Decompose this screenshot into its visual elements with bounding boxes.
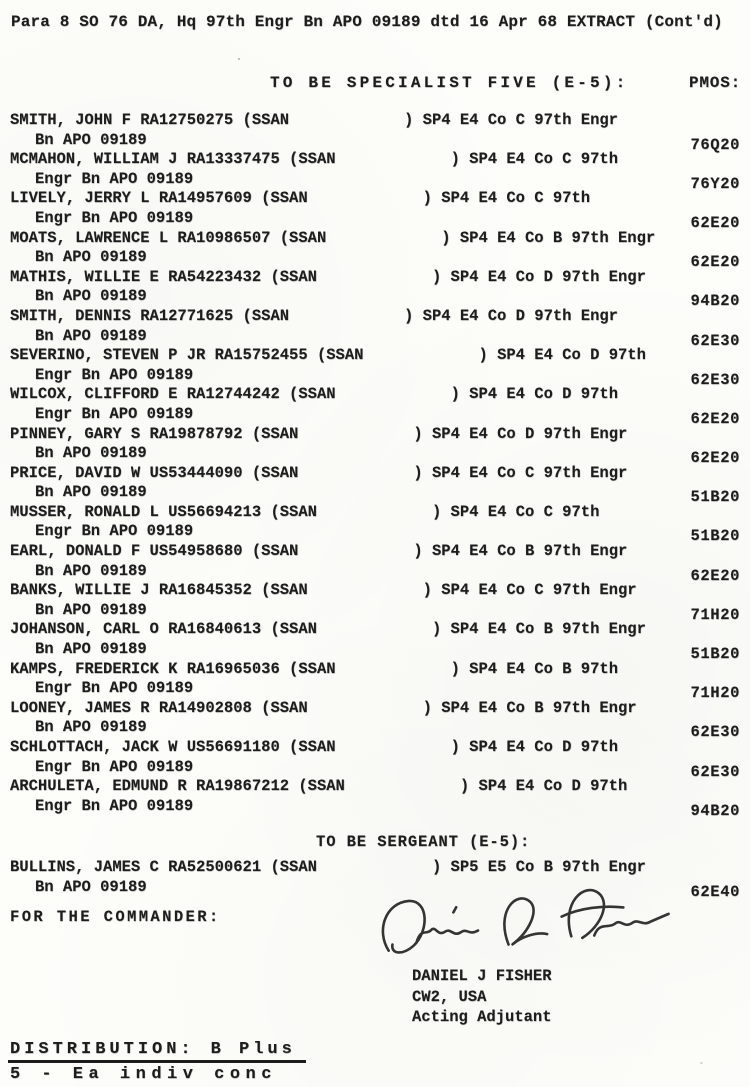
ssan-redaction-gap: [308, 699, 423, 719]
entry-grade-and-unit: ) SP4 E4 Co C 97th: [431, 502, 600, 521]
entry-unit-continuation: Bn APO 09189: [35, 130, 147, 149]
entry-unit-continuation: Engr Bn APO 09189: [35, 679, 194, 698]
entry-pmos: 51B20: [690, 488, 740, 507]
promotion-entry: [10, 502, 740, 546]
scan-artifact: [238, 58, 240, 60]
scan-artifact: [560, 470, 562, 472]
entry-pmos: 62E40: [690, 882, 740, 901]
entry-line-1: [10, 542, 740, 562]
ssan-redaction-gap: [317, 620, 432, 640]
entry-line-1: [10, 738, 740, 758]
entry-grade-and-unit: ) SP4 E4 Co C 97th Engr: [422, 581, 637, 600]
entry-line-2: [10, 796, 740, 820]
section-title-sergeant: TO BE SERGEANT (E-5):: [316, 833, 531, 851]
entry-name-and-service-number: BANKS, WILLIE J RA16845352 (SSAN: [10, 581, 308, 600]
entry-grade-and-unit: ) SP4 E4 Co B 97th Engr: [422, 698, 637, 717]
entry-grade-and-unit: ) SP4 E4 Co C 97th Engr: [413, 463, 628, 482]
entry-name-and-service-number: LIVELY, JERRY L RA14957609 (SSAN: [10, 189, 308, 208]
entry-line-2: [10, 404, 740, 428]
for-the-commander-line: FOR THE COMMANDER:: [10, 908, 221, 926]
entry-name-and-service-number: ARCHULETA, EDMUND R RA19867212 (SSAN: [10, 777, 345, 796]
entry-unit-continuation: Bn APO 09189: [35, 600, 147, 619]
entry-name-and-service-number: MCMAHON, WILLIAM J RA13337475 (SSAN: [10, 150, 336, 169]
distribution-value: B Plus: [210, 1040, 296, 1059]
ssan-redaction-gap: [308, 581, 423, 601]
ssan-redaction-gap: [363, 346, 478, 366]
ssan-redaction-gap: [317, 858, 432, 878]
entry-pmos: 62E20: [690, 449, 740, 468]
ssan-redaction-gap: [298, 425, 413, 445]
entry-name-and-service-number: SEVERINO, STEVEN P JR RA15752455 (SSAN: [10, 346, 364, 365]
promotion-entry: [10, 581, 740, 624]
entry-grade-and-unit: ) SP4 E4 Co D 97th Engr: [431, 267, 646, 286]
promotion-entry: [10, 150, 740, 193]
entry-unit-continuation: Bn APO 09189: [35, 483, 147, 502]
entry-pmos: 62E20: [690, 566, 740, 585]
signature-block: [412, 966, 552, 1028]
entry-unit-continuation: Bn APO 09189: [35, 718, 147, 737]
promotion-entry: [10, 738, 740, 781]
entry-unit-continuation: Bn APO 09189: [35, 444, 147, 463]
entry-line-2: [10, 130, 740, 154]
ssan-redaction-gap: [298, 464, 413, 484]
entry-line-1: [10, 150, 740, 170]
entry-name-and-service-number: SMITH, JOHN F RA12750275 (SSAN: [10, 111, 290, 129]
entry-line-1: [10, 620, 740, 640]
entry-unit-continuation: Engr Bn APO 09189: [35, 365, 194, 384]
ssan-redaction-gap: [317, 268, 432, 288]
promotion-entry: [10, 620, 740, 664]
entry-line-2: [10, 679, 740, 703]
entry-unit-continuation: Engr Bn APO 09189: [35, 208, 194, 227]
entry-line-2: [10, 365, 740, 389]
entry-line-1: [10, 189, 740, 209]
promotion-entry: [10, 424, 740, 468]
entry-name-and-service-number: MUSSER, RONALD L US56694213 (SSAN: [10, 502, 317, 521]
entry-pmos: 94B20: [690, 292, 740, 311]
ssan-redaction-gap: [336, 660, 451, 680]
entry-pmos: 62E20: [690, 253, 740, 272]
ssan-redaction-gap: [336, 150, 451, 170]
entry-unit-continuation: Bn APO 09189: [35, 877, 147, 896]
entry-grade-and-unit: ) SP4 E4 Co C 97th Engr: [404, 111, 618, 129]
entry-grade-and-unit: ) SP4 E4 Co C 97th: [450, 150, 618, 169]
entry-line-2: [10, 208, 740, 232]
entry-pmos: 51B20: [690, 527, 740, 546]
entry-line-1: [10, 346, 740, 366]
signer-title: Acting Adjutant: [412, 1008, 552, 1027]
entry-pmos: 62E20: [690, 409, 740, 428]
entry-line-1: [10, 111, 740, 131]
promotion-entry: [10, 189, 740, 232]
promotion-entry: [10, 228, 740, 272]
ssan-redaction-gap: [308, 189, 423, 209]
promotion-entry: [10, 659, 740, 703]
entry-name-and-service-number: KAMPS, FREDERICK K RA16965036 (SSAN: [10, 659, 336, 678]
entry-line-1: [10, 464, 740, 484]
entry-line-1: [10, 699, 740, 719]
distribution-label: DISTRIBUTION:: [10, 1040, 195, 1059]
entry-line-2: [10, 757, 740, 781]
entry-line-2: [10, 169, 740, 193]
promotion-entry: [10, 306, 740, 350]
entry-grade-and-unit: ) SP4 E4 Co B 97th Engr: [413, 542, 628, 561]
entry-line-1: [10, 229, 740, 249]
entry-unit-continuation: Engr Bn APO 09189: [35, 522, 194, 541]
ssan-redaction-gap: [289, 307, 404, 327]
entry-line-1: [10, 385, 740, 405]
entry-name-and-service-number: BULLINS, JAMES C RA52500621 (SSAN: [10, 858, 317, 876]
entry-pmos: 76Q20: [690, 135, 740, 154]
entry-unit-continuation: Bn APO 09189: [35, 248, 147, 267]
ssan-redaction-gap: [289, 111, 404, 131]
entry-grade-and-unit: ) SP4 E4 Co B 97th Engr: [441, 228, 656, 247]
entry-name-and-service-number: LOONEY, JAMES R RA14902808 (SSAN: [10, 698, 308, 717]
promotion-entry: [10, 542, 740, 585]
entry-line-2: [10, 326, 740, 350]
entry-line-1: [10, 858, 740, 878]
pmos-column-header: PMOS:: [689, 74, 742, 92]
entry-unit-continuation: Bn APO 09189: [35, 287, 147, 306]
entry-grade-and-unit: ) SP4 E4 Co D 97th: [459, 777, 628, 796]
entry-pmos: 71H20: [690, 605, 740, 624]
entry-name-and-service-number: PRICE, DAVID W US53444090 (SSAN: [10, 463, 299, 482]
entry-unit-continuation: Engr Bn APO 09189: [35, 404, 194, 423]
entry-line-1: [10, 581, 740, 601]
entry-line-1: [10, 307, 740, 327]
entry-line-2: [10, 600, 740, 624]
entry-pmos: 62E30: [690, 762, 740, 781]
entry-pmos: 62E30: [690, 723, 740, 742]
entry-pmos: 51B20: [690, 645, 740, 664]
document-header: Para 8 SO 76 DA, Hq 97th Engr Bn APO 09189 dtd 16 Apr 68 EXTRACT (Cont'd): [11, 13, 723, 31]
entry-name-and-service-number: MOATS, LAWRENCE L RA10986507 (SSAN: [10, 228, 327, 247]
entry-line-2: [10, 561, 740, 585]
entry-pmos: 62E30: [690, 331, 740, 350]
entry-name-and-service-number: JOHANSON, CARL O RA16840613 (SSAN: [10, 620, 317, 639]
entry-pmos: 62E20: [690, 213, 740, 232]
ssan-redaction-gap: [336, 385, 451, 405]
promotion-entry: [10, 777, 740, 820]
entry-grade-and-unit: ) SP4 E4 Co D 97th Engr: [404, 306, 618, 325]
signer-name: DANIEL J FISHER: [412, 967, 552, 985]
entry-line-2: [10, 640, 740, 664]
entry-line-1: [10, 268, 740, 288]
entry-line-1: [10, 425, 740, 445]
entry-grade-and-unit: ) SP4 E4 Co C 97th: [422, 189, 591, 208]
promotion-entry: [10, 346, 740, 389]
entry-unit-continuation: Engr Bn APO 09189: [35, 169, 194, 188]
entry-unit-continuation: Bn APO 09189: [35, 326, 147, 345]
entry-line-1: [10, 503, 740, 523]
distribution-line: [8, 1040, 306, 1063]
entry-line-1: [10, 660, 740, 680]
entry-grade-and-unit: ) SP4 E4 Co D 97th: [450, 385, 618, 404]
ssan-redaction-gap: [298, 542, 413, 562]
scan-artifact: [626, 16, 629, 19]
entry-grade-and-unit: ) SP4 E4 Co D 97th Engr: [413, 424, 628, 443]
ssan-redaction-gap: [317, 503, 432, 523]
entry-name-and-service-number: MATHIS, WILLIE E RA54223432 (SSAN: [10, 267, 317, 286]
entry-unit-continuation: Bn APO 09189: [35, 561, 147, 580]
entry-grade-and-unit: ) SP5 E5 Co B 97th Engr: [431, 858, 646, 876]
entry-line-2: [10, 248, 740, 272]
entry-unit-continuation: Bn APO 09189: [35, 640, 147, 659]
entry-grade-and-unit: ) SP4 E4 Co B 97th Engr: [431, 620, 646, 639]
signer-rank: CW2, USA: [412, 987, 487, 1006]
entry-name-and-service-number: EARL, DONALD F US54958680 (SSAN: [10, 542, 299, 561]
promotion-entry: [10, 111, 740, 154]
specialist-section-heading-row: [0, 74, 750, 96]
entry-grade-and-unit: ) SP4 E4 Co B 97th: [450, 659, 618, 678]
entry-line-2: [10, 718, 740, 742]
distribution-block: [8, 1040, 306, 1084]
section-title-specialist: TO BE SPECIALIST FIVE (E-5):: [270, 74, 629, 92]
entry-grade-and-unit: ) SP4 E4 Co D 97th: [450, 738, 618, 756]
entry-line-2: [10, 444, 740, 468]
ssan-redaction-gap: [336, 738, 451, 758]
entry-unit-continuation: Engr Bn APO 09189: [35, 757, 194, 776]
entry-line-2: [10, 522, 740, 546]
ssan-redaction-gap: [326, 229, 441, 249]
entry-line-2: [10, 483, 740, 507]
entry-name-and-service-number: SMITH, DENNIS RA12771625 (SSAN: [10, 306, 290, 325]
scan-artifact: [700, 1062, 703, 1064]
distribution-copies-line: 5 - Ea indiv conc: [10, 1065, 277, 1084]
promotion-entry: [10, 267, 740, 311]
entry-line-1: [10, 777, 740, 797]
promotion-entry: [10, 385, 740, 428]
entry-name-and-service-number: PINNEY, GARY S RA19878792 (SSAN: [10, 424, 299, 443]
entry-pmos: 62E30: [690, 370, 740, 389]
entry-line-2: [10, 287, 740, 311]
promotion-entry: [10, 463, 740, 507]
promotion-entry: [10, 698, 740, 742]
entry-grade-and-unit: ) SP4 E4 Co D 97th: [478, 346, 646, 365]
entry-pmos: 71H20: [690, 684, 740, 703]
specialist-promotion-list: [10, 111, 740, 820]
entry-pmos: 94B20: [690, 801, 740, 820]
entry-unit-continuation: Engr Bn APO 09189: [35, 796, 194, 815]
ssan-redaction-gap: [345, 777, 460, 797]
entry-pmos: 76Y20: [690, 174, 740, 193]
entry-name-and-service-number: WILCOX, CLIFFORD E RA12744242 (SSAN: [10, 385, 336, 404]
entry-name-and-service-number: SCHLOTTACH, JACK W US56691180 (SSAN: [10, 738, 336, 756]
